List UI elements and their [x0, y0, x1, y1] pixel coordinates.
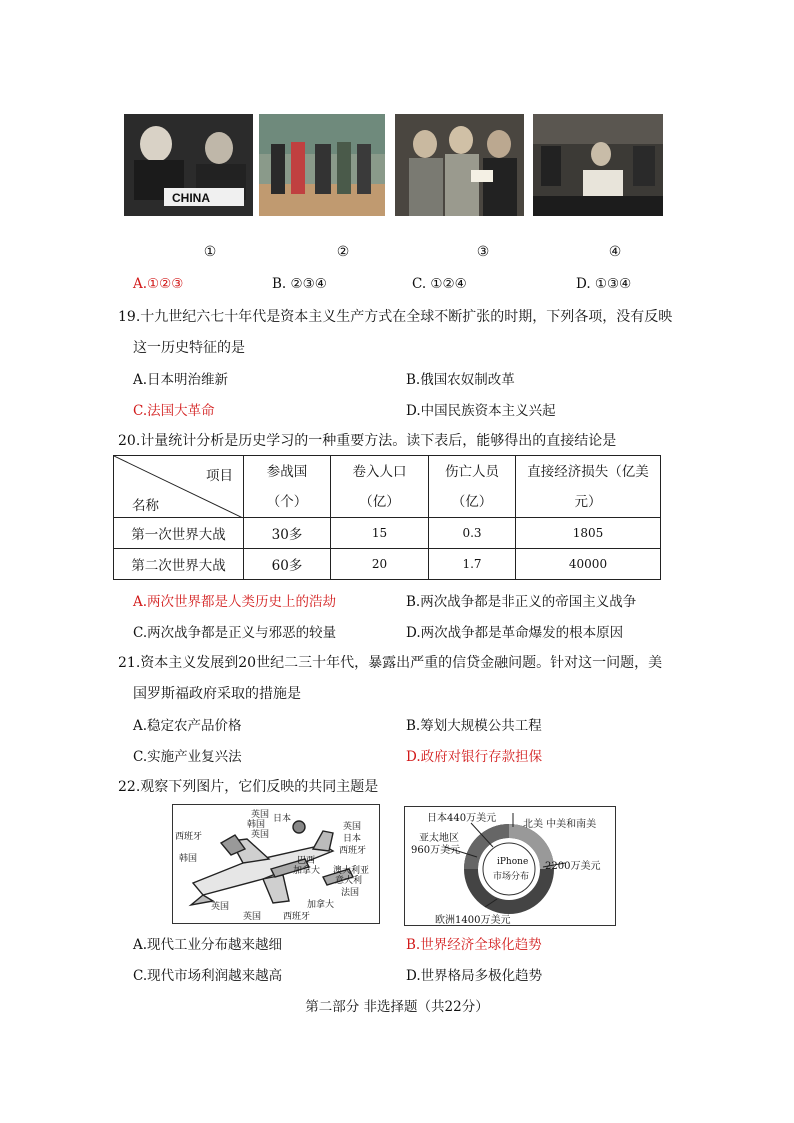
q21-stem-line1: 21.资本主义发展到20世纪二三十年代，暴露出严重的信贷金融问题。针对这一问题，美: [118, 655, 663, 671]
fig1-label: 日本: [343, 834, 362, 844]
q22-option-c: C.现代市场利润越来越高: [133, 968, 283, 984]
fig1-label: 加拿大: [307, 900, 335, 910]
war-statistics-table: [113, 455, 661, 580]
cell-countries: 30多: [244, 518, 331, 549]
figure-airplane-parts: [172, 804, 380, 924]
fig2-label-asia-value: 960万美元: [411, 845, 461, 856]
photo-number-4: ④: [608, 244, 622, 260]
q22-option-a: A.现代工业分布越来越细: [133, 937, 283, 953]
fig2-label-center: iPhone: [497, 857, 529, 867]
q20-option-d: D.两次战争都是革命爆发的根本原因: [406, 625, 624, 641]
china-plate-text: CHINA: [172, 191, 210, 205]
fig2-label-japan: 日本440万美元: [427, 813, 497, 824]
header-population: 卷入人口 （亿）: [331, 456, 429, 518]
q18-option-a: A.①②③: [133, 276, 184, 292]
cell-population: 20: [331, 549, 429, 580]
header-casualties: 伤亡人员 （亿）: [429, 456, 516, 518]
q19-option-d: D.中国民族资本主义兴起: [406, 403, 556, 419]
fig1-label: 加拿大: [293, 866, 321, 876]
fig1-label: 澳大利亚: [333, 866, 370, 876]
q22-option-d: D.世界格局多极化趋势: [406, 968, 543, 984]
cell-population: 15: [331, 518, 429, 549]
q20-option-a: A.两次世界都是人类历史上的浩劫: [133, 594, 337, 610]
fig1-label: 日本: [273, 814, 292, 824]
fig1-label: 西班牙: [175, 832, 203, 842]
fig1-label: 英国: [251, 830, 270, 840]
q19-stem-line2: 这一历史特征的是: [133, 340, 245, 356]
q20-stem: 20.计量统计分析是历史学习的一种重要方法。读下表后，能够得出的直接结论是: [118, 433, 617, 449]
q19-option-b: B.俄国农奴制改革: [406, 372, 515, 388]
q19-stem-line1: 19.十九世纪六七十年代是资本主义生产方式在全球不断扩张的时期，下列各项，没有反映: [118, 309, 673, 325]
corner-bottom-label: 名称: [132, 498, 159, 514]
fig1-label: 英国: [251, 810, 270, 820]
photo-1-un-seat: [124, 114, 253, 216]
fig2-label-americas-value: 2200万美元: [545, 861, 601, 872]
photo-2-handshake: [259, 114, 385, 216]
q20-option-b: B.两次战争都是非正义的帝国主义战争: [406, 594, 637, 610]
header-economic-loss: 直接经济损失（亿美 元）: [516, 456, 661, 518]
fig1-label: 法国: [341, 888, 360, 898]
fig2-label-center2: 市场分布: [493, 872, 530, 882]
row-name: 第一次世界大战: [114, 518, 244, 549]
photo-3-document-exchange: [395, 114, 524, 216]
header-countries: 参战国 （个）: [244, 456, 331, 518]
fig2-label-europe: 欧洲1400万美元: [435, 915, 511, 926]
q18-option-d: D. ①③④: [576, 276, 632, 292]
photo-number-1: ①: [203, 244, 217, 260]
table-row: [114, 518, 661, 549]
table-corner-cell: [114, 456, 244, 518]
q21-stem-line2: 国罗斯福政府采取的措施是: [133, 686, 301, 702]
q21-option-d: D.政府对银行存款担保: [406, 749, 543, 765]
fig1-label: 英国: [211, 902, 230, 912]
q21-option-a: A.稳定农产品价格: [133, 718, 242, 734]
photo-number-3: ③: [476, 244, 490, 260]
q19-option-a: A.日本明治维新: [133, 372, 229, 388]
fig1-label: 韩国: [247, 820, 266, 830]
cell-economic-loss: 1805: [516, 518, 661, 549]
fig1-label: 英国: [243, 912, 262, 922]
cell-casualties: 0.3: [429, 518, 516, 549]
q21-option-b: B.筹划大规模公共工程: [406, 718, 542, 734]
fig1-label: 意大利: [335, 876, 363, 886]
table-row: [114, 549, 661, 580]
fig2-label-americas: 北美 中美和南美: [523, 819, 597, 830]
fig1-label: 英国: [343, 822, 362, 832]
corner-top-label: 项目: [206, 468, 233, 484]
fig2-label-asia: 亚太地区: [419, 833, 459, 844]
cell-casualties: 1.7: [429, 549, 516, 580]
fig1-label: 西班牙: [339, 846, 367, 856]
section-heading: 第二部分 非选择题（共22分）: [305, 999, 489, 1015]
fig1-label: 西班牙: [283, 912, 311, 922]
row-name: 第二次世界大战: [114, 549, 244, 580]
cell-economic-loss: 40000: [516, 549, 661, 580]
fig1-label: 韩国: [179, 854, 198, 864]
q22-stem: 22.观察下列图片，它们反映的共同主题是: [118, 779, 379, 795]
photo-4-podium-speech: [533, 114, 663, 216]
cell-countries: 60多: [244, 549, 331, 580]
q18-option-c: C. ①②④: [412, 276, 467, 292]
fig1-label: 巴西: [297, 856, 316, 866]
q20-option-c: C.两次战争都是正义与邪恶的较量: [133, 625, 337, 641]
q19-option-c: C.法国大革命: [133, 403, 215, 419]
photo-number-2: ②: [336, 244, 350, 260]
figure-iphone-market: [404, 806, 616, 926]
q18-option-b: B. ②③④: [272, 276, 327, 292]
q22-option-b: B.世界经济全球化趋势: [406, 937, 542, 953]
q21-option-c: C.实施产业复兴法: [133, 749, 242, 765]
